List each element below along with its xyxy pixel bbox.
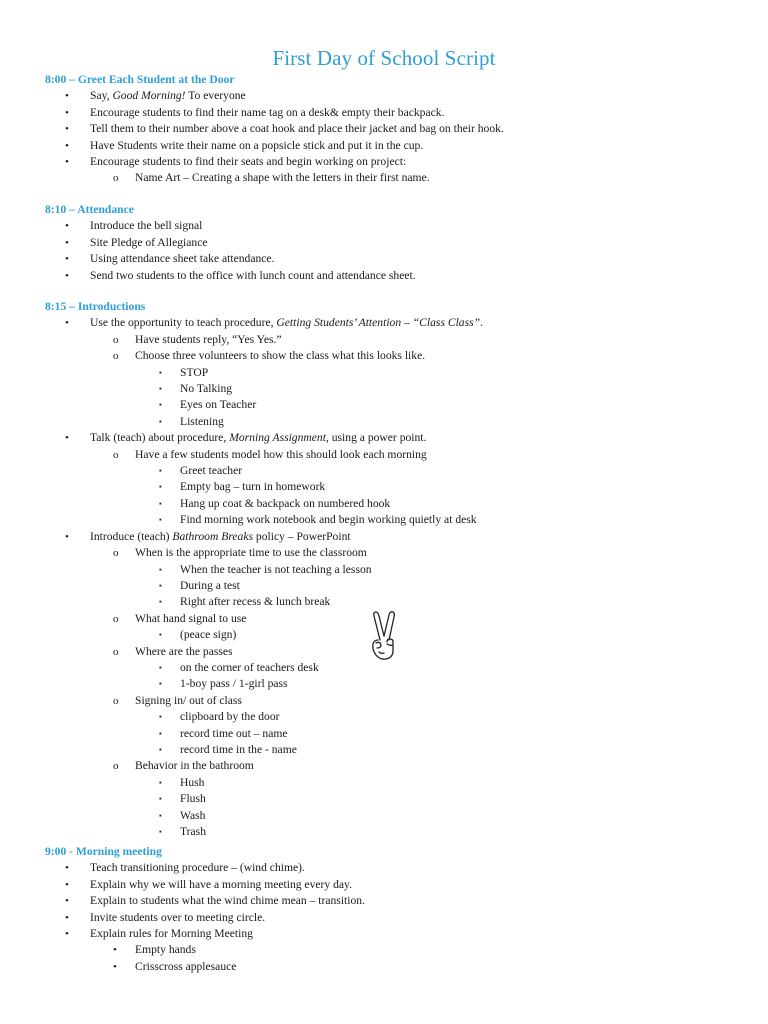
bullet-icon: o bbox=[113, 612, 119, 625]
bullet-icon: ▪ bbox=[159, 367, 162, 377]
list-item bbox=[45, 742, 483, 758]
bullet-icon: • bbox=[65, 269, 69, 282]
list-item bbox=[45, 627, 483, 643]
list-item-text: STOP bbox=[180, 365, 209, 379]
section-greet bbox=[45, 72, 504, 187]
list-item-text: Behavior in the bathroom bbox=[135, 759, 254, 773]
list-item bbox=[45, 877, 365, 893]
list-item bbox=[45, 529, 483, 545]
bullet-icon: • bbox=[65, 862, 69, 875]
bullet-icon: ▪ bbox=[159, 384, 162, 394]
list-item bbox=[45, 959, 365, 975]
peace-sign-hand-icon bbox=[368, 610, 400, 662]
bullet-icon: • bbox=[65, 156, 69, 169]
list-item-text: Site Pledge of Allegiance bbox=[90, 235, 208, 249]
list-item-text: When is the appropriate time to use the classroom bbox=[135, 546, 367, 560]
section-introductions bbox=[45, 299, 483, 840]
list-item bbox=[45, 138, 504, 154]
list-item bbox=[45, 496, 483, 512]
bullet-icon: o bbox=[113, 448, 119, 461]
list-item bbox=[45, 860, 365, 876]
list-item bbox=[45, 447, 483, 463]
list-item-text: Crisscross applesauce bbox=[135, 959, 237, 973]
bullet-icon: ▪ bbox=[159, 827, 162, 836]
bullet-icon: ▪ bbox=[159, 597, 162, 607]
bullet-icon: o bbox=[113, 760, 119, 773]
list-item-text: Empty bag – turn in homework bbox=[180, 480, 326, 494]
bullet-icon: ▪ bbox=[159, 482, 162, 492]
list-item bbox=[45, 791, 483, 807]
list-item bbox=[45, 121, 504, 137]
list-item bbox=[45, 479, 483, 495]
section-heading: 8:00 – Greet Each Student at the Door bbox=[45, 73, 235, 86]
list-item-text: Using attendance sheet take attendance. bbox=[90, 252, 275, 266]
bullet-icon: ▪ bbox=[159, 400, 162, 410]
emphasis-text: Getting Students’ Attention – “Class Class” bbox=[276, 316, 481, 330]
bullet-icon: • bbox=[65, 90, 69, 103]
list-item-text: Have a few students model how this should look each morning bbox=[135, 447, 427, 461]
list-item bbox=[45, 430, 483, 446]
emphasis-text: Morning Assignment bbox=[229, 431, 326, 445]
list-item bbox=[45, 235, 416, 251]
bullet-icon: ▪ bbox=[159, 662, 162, 672]
bullet-icon: ▪ bbox=[159, 630, 162, 640]
list-item-text: No Talking bbox=[180, 382, 233, 396]
list-item-text: Have Students write their name on a popsicle stick and put it in the cup. bbox=[90, 138, 424, 152]
bullet-icon: ▪ bbox=[159, 777, 162, 787]
list-item bbox=[45, 644, 483, 660]
bullet-icon: ▪ bbox=[159, 744, 162, 754]
bullet-icon: ▪ bbox=[159, 794, 162, 804]
list-item bbox=[45, 545, 483, 561]
section-attendance bbox=[45, 202, 416, 284]
bullet-icon: • bbox=[65, 106, 69, 119]
list-item-text: record time in the - name bbox=[180, 742, 297, 756]
list-item bbox=[45, 414, 483, 430]
list-item-text: When the teacher is not teaching a lesson bbox=[180, 562, 372, 576]
list-item-text: Say, Good Morning! To everyone bbox=[90, 89, 246, 103]
bullet-icon: • bbox=[65, 253, 69, 266]
bullet-icon: ▪ bbox=[159, 810, 162, 820]
list-item-text: Hush bbox=[180, 775, 205, 789]
list-item-text: (peace sign) bbox=[180, 628, 237, 642]
emphasis-text: Good Morning! bbox=[112, 89, 186, 103]
list-item-text: Greet teacher bbox=[180, 464, 243, 478]
list-item-text: Right after recess & lunch break bbox=[180, 595, 331, 609]
bullet-icon: • bbox=[65, 895, 69, 908]
bullet-icon: • bbox=[65, 928, 69, 941]
list-item-text: Explain rules for Morning Meeting bbox=[90, 927, 253, 941]
list-item-text: Where are the passes bbox=[135, 644, 233, 658]
list-item-text: Find morning work notebook and begin working quietly at desk bbox=[180, 513, 477, 527]
list-item bbox=[45, 611, 483, 627]
list-item bbox=[45, 676, 483, 692]
bullet-icon: • bbox=[113, 944, 117, 957]
bullet-icon: ▪ bbox=[159, 416, 162, 426]
section-heading: 8:15 – Introductions bbox=[45, 300, 146, 313]
bullet-icon: o bbox=[113, 172, 119, 185]
list-item-text: Listening bbox=[180, 414, 224, 428]
section-heading: 9:00 - Morning meeting bbox=[45, 845, 162, 858]
list-item-text: Explain why we will have a morning meeting every day. bbox=[90, 877, 352, 891]
list-item bbox=[45, 726, 483, 742]
list-item-text: Encourage students to find their name tag on a desk& empty their backpack. bbox=[90, 105, 445, 119]
bullet-icon: ▪ bbox=[159, 712, 162, 722]
list-item bbox=[45, 381, 483, 397]
bullet-icon: • bbox=[65, 530, 69, 543]
bullet-icon: o bbox=[113, 333, 119, 346]
list-item-text: Introduce the bell signal bbox=[90, 219, 203, 233]
list-item-text: Choose three volunteers to show the class what this looks like. bbox=[135, 349, 426, 363]
bullet-icon: o bbox=[113, 547, 119, 560]
list-item bbox=[45, 824, 483, 840]
list-item bbox=[45, 910, 365, 926]
bullet-icon: ▪ bbox=[159, 679, 162, 689]
list-item-text: on the corner of teachers desk bbox=[180, 660, 319, 674]
list-item bbox=[45, 942, 365, 958]
section-heading: 8:10 – Attendance bbox=[45, 203, 134, 216]
list-item bbox=[45, 463, 483, 479]
list-item bbox=[45, 154, 504, 170]
bullet-icon: ▪ bbox=[159, 580, 162, 590]
list-item bbox=[45, 709, 483, 725]
list-item-text: Invite students over to meeting circle. bbox=[90, 910, 266, 924]
bullet-icon: • bbox=[65, 139, 69, 152]
list-item bbox=[45, 105, 504, 121]
list-item bbox=[45, 332, 483, 348]
bullet-icon: ▪ bbox=[159, 515, 162, 525]
bullet-icon: • bbox=[65, 236, 69, 249]
list-item bbox=[45, 578, 483, 594]
list-item bbox=[45, 170, 504, 186]
bullet-icon: ▪ bbox=[159, 498, 162, 508]
list-item bbox=[45, 594, 483, 610]
list-item-text: Tell them to their number above a coat hook and place their jacket and bag on their hook. bbox=[90, 122, 504, 136]
list-item bbox=[45, 365, 483, 381]
list-item bbox=[45, 775, 483, 791]
section-morning-meeting bbox=[45, 844, 365, 975]
list-item bbox=[45, 397, 483, 413]
list-item-text: Signing in/ out of class bbox=[135, 693, 242, 707]
list-item-text: Use the opportunity to teach procedure, Getting Students’ Attention – “Class Class”. bbox=[90, 316, 483, 330]
list-item bbox=[45, 268, 416, 284]
list-item bbox=[45, 562, 483, 578]
document-title: First Day of School Script bbox=[272, 46, 496, 70]
list-item-text: Name Art – Creating a shape with the letters in their first name. bbox=[135, 171, 430, 185]
list-item-text: Explain to students what the wind chime mean – transition. bbox=[90, 894, 365, 908]
emphasis-text: Bathroom Breaks bbox=[172, 529, 254, 543]
list-item bbox=[45, 758, 483, 774]
bullet-icon: • bbox=[65, 878, 69, 891]
bullet-icon: • bbox=[65, 911, 69, 924]
bullet-icon: ▪ bbox=[159, 728, 162, 738]
bullet-icon: o bbox=[113, 350, 119, 363]
list-item-text: Have students reply, “Yes Yes.” bbox=[135, 332, 282, 346]
list-item bbox=[45, 512, 483, 528]
list-item-text: 1-boy pass / 1-girl pass bbox=[180, 677, 288, 691]
list-item-text: Introduce (teach) Bathroom Breaks policy – PowerPoint bbox=[90, 529, 351, 543]
list-item-text: Teach transitioning procedure – (wind chime). bbox=[90, 861, 305, 875]
list-item bbox=[45, 893, 365, 909]
list-item bbox=[45, 660, 483, 676]
list-item bbox=[45, 315, 483, 331]
bullet-icon: o bbox=[113, 645, 119, 658]
bullet-icon: • bbox=[113, 960, 117, 973]
list-item-text: During a test bbox=[180, 578, 240, 592]
list-item-text: record time out – name bbox=[180, 726, 288, 740]
list-item-text: Flush bbox=[180, 792, 206, 806]
list-item-text: Eyes on Teacher bbox=[180, 398, 257, 412]
list-item-text: Wash bbox=[180, 808, 206, 822]
list-item bbox=[45, 88, 504, 104]
list-item-text: Empty hands bbox=[135, 943, 196, 957]
bullet-icon: ▪ bbox=[159, 564, 162, 574]
bullet-icon: ▪ bbox=[159, 466, 162, 476]
list-item bbox=[45, 926, 365, 942]
list-item bbox=[45, 693, 483, 709]
list-item-text: Trash bbox=[180, 825, 206, 838]
bullet-icon: o bbox=[113, 694, 119, 707]
list-item-text: clipboard by the door bbox=[180, 710, 280, 724]
list-item-text: Encourage students to find their seats and begin working on project: bbox=[90, 155, 407, 169]
list-item bbox=[45, 808, 483, 824]
bullet-icon: • bbox=[65, 123, 69, 136]
bullet-icon: • bbox=[65, 220, 69, 233]
list-item bbox=[45, 251, 416, 267]
list-item bbox=[45, 348, 483, 364]
bullet-icon: • bbox=[65, 432, 69, 445]
list-item-text: Talk (teach) about procedure, Morning Assignment, using a power point. bbox=[90, 431, 427, 445]
bullet-icon: • bbox=[65, 317, 69, 330]
list-item bbox=[45, 218, 416, 234]
list-item-text: Send two students to the office with lunch count and attendance sheet. bbox=[90, 268, 416, 282]
list-item-text: Hang up coat & backpack on numbered hook bbox=[180, 496, 391, 510]
list-item-text: What hand signal to use bbox=[135, 611, 247, 625]
